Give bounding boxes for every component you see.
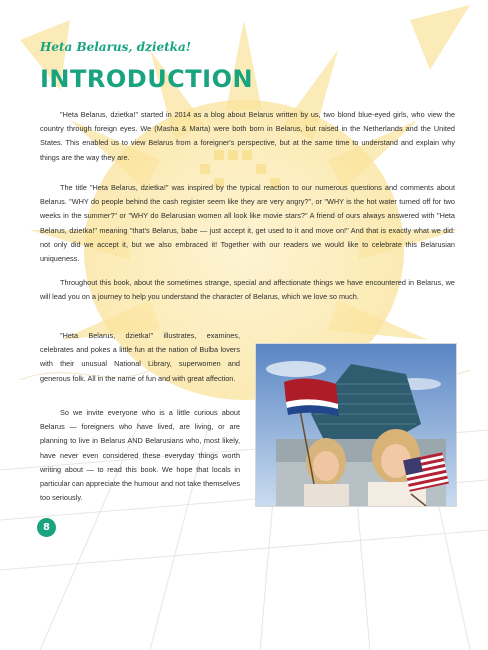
intro-paragraph-1: "Heta Belarus, dzietka!" started in 2014 as a blog about Belarus written by us, two blond blue-eyed girls, who view the country through foreign eyes. We (Masha & Marta) were both born in Belarus, but raised in the Netherlands and the United States. This enabled us to view Belarus from a foreigner's perspective, but at the same time to understand and explain why things are the way they are. [40,110,455,162]
chapter-heading: INTRODUCTION [40,65,254,93]
intro-paragraph-2: The title "Heta Belarus, dzietka!" was inspired by the typical reaction to our numerous questions and comments about Belarus. "WHY do people behind the cash register seem like they are very angry?", or "WHY is the hot water turned off for two weeks in the summer?" or "WHY do Belarusian women all look like movie stars?" A friend of ours always answered with "Heta Belarus, dzietka!" meaning "that's Belarus, babe — just accept it, get used to it and move on!" And that is exactly what we did: not only did we accept it, but we also embraced it! Together with our readers we would like to celebrate this Belarusian uniqueness. [40,183,455,264]
page-number-badge: 8 [37,518,56,537]
authors-photo [255,343,457,507]
intro-paragraph-3: Throughout this book, about the sometimes strange, special and affectionate things we have encountered in Belarus, we will lead you on a journey to help you understand the character of Belarus, which we love so much. [40,278,455,302]
intro-paragraph-4: "Heta Belarus, dzietka!" illustrates, examines, celebrates and pokes a little fun at the nation of Bulba lovers with their unusual National Library, superwomen and generous folk. All in the name of fun and with great affection. [40,331,240,383]
running-header: Heta Belarus, dzietka! [40,40,192,54]
intro-paragraph-5: So we invite everyone who is a little curious about Belarus — foreigners who have lived, are living, or are planning to live in Belarus AND Belarusians who, most likely, have never even considered these everyday things worth writing about — to read this book. We hope that locals in particular can appreciate the humour and not take themselves too seriously. [40,408,240,503]
authors-photo-illustration [256,344,456,506]
